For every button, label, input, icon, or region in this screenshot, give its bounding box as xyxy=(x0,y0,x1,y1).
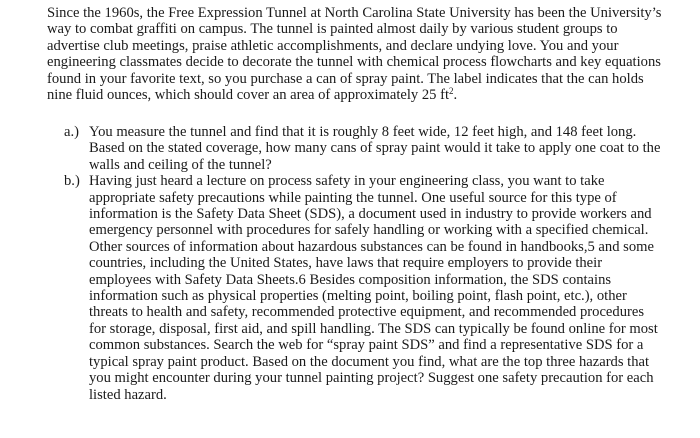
question-line: emergency personnel with procedures for safely handling or working with a specified chemical. xyxy=(89,222,649,239)
question-text xyxy=(89,173,696,403)
question-marker: a.) xyxy=(64,124,79,140)
question-list xyxy=(64,124,696,403)
question-line: for storage, disposal, first aid, and spill handling. The SDS can typically be found online for most xyxy=(89,320,658,337)
question-line: countries, including the United States, have laws that require employers to provide their xyxy=(89,255,603,272)
question-line: typical spray paint product. Based on the document you find, what are the top three hazards that xyxy=(89,353,650,370)
question-line: You measure the tunnel and find that it is roughly 8 feet wide, 12 feet high, and 148 feet long. xyxy=(89,124,637,140)
question-line: information such as physical properties (melting point, boiling point, flash point, etc.), other xyxy=(89,288,627,305)
question-item-a xyxy=(64,124,696,173)
question-line: information is the Safety Data Sheet (SDS), a document used in industry to provide workers and xyxy=(89,206,652,223)
question-line: Having just heard a lecture on process safety in your engineering class, you want to take xyxy=(89,173,605,190)
intro-last-text: nine fluid ounces, which should cover an area of approximately 25 ft xyxy=(47,87,450,104)
question-line: walls and ceiling of the tunnel? xyxy=(89,156,272,173)
question-line: appropriate safety precautions while painting the tunnel. One useful source for this type of xyxy=(89,189,617,206)
question-line: employees with Safety Data Sheets.6 Besides composition information, the SDS contains xyxy=(89,271,612,288)
question-line: threats to health and safety, recommended protective equipment, and recommended procedures xyxy=(89,304,645,321)
question-line: listed hazard. xyxy=(89,386,167,403)
intro-line: engineering classmates decide to decorate the tunnel with chemical process flowcharts and key equations xyxy=(47,54,661,71)
intro-paragraph xyxy=(47,5,697,103)
question-marker: b.) xyxy=(64,173,80,190)
question-item-b xyxy=(64,173,696,403)
question-line: Based on the stated coverage, how many cans of spray paint would it take to apply one coat to the xyxy=(89,140,661,157)
intro-line: advertise club meetings, praise athletic accomplishments, and declare undying love. You and your xyxy=(47,37,619,54)
question-line: Other sources of information about hazardous substances can be found in handbooks,5 and some xyxy=(89,238,654,255)
question-line: common substances. Search the web for “spray paint SDS” and find a representative SDS for a xyxy=(89,337,644,354)
intro-line: Since the 1960s, the Free Expression Tunnel at North Carolina State University has been the University’s xyxy=(47,5,662,21)
question-text xyxy=(89,124,696,173)
question-line: you might encounter during your tunnel painting project? Suggest one safety precaution for each xyxy=(89,370,654,387)
intro-line-last xyxy=(47,87,697,103)
area-exponent: 2 xyxy=(449,86,454,97)
intro-last-end: . xyxy=(453,87,458,104)
intro-line: way to combat graffiti on campus. The tunnel is painted almost daily by various student groups to xyxy=(47,21,618,38)
intro-line: found in your favorite text, so you purchase a can of spray paint. The label indicates that the can holds xyxy=(47,70,644,87)
